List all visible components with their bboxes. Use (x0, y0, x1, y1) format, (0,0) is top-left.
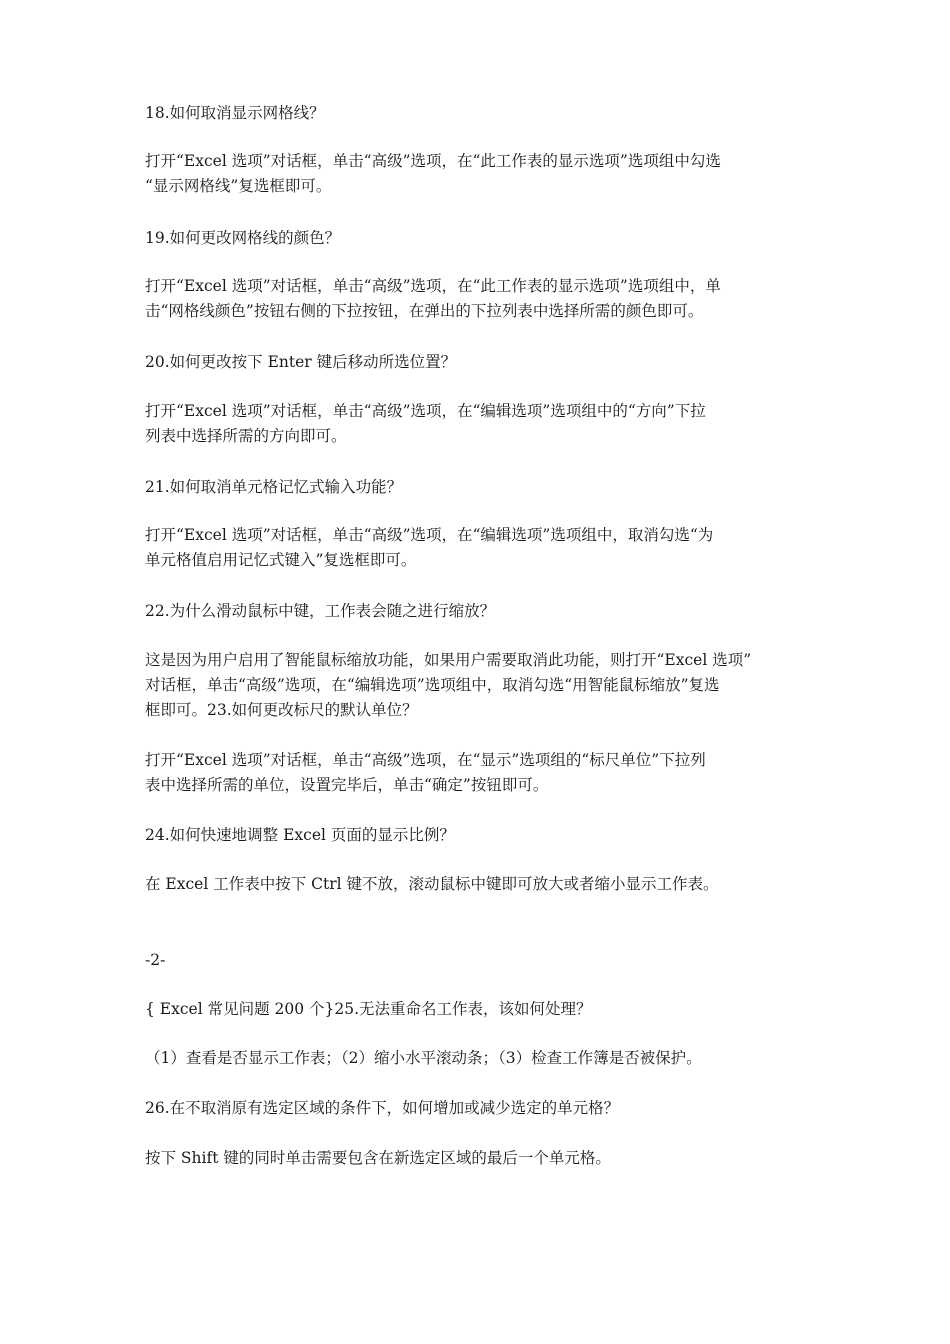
question-25: { Excel 常见问题 200 个}25.无法重命名工作表，该如何处理？ (145, 1000, 592, 1018)
answer-19: 打开“Excel 选项”对话框，单击“高级”选项，在“此工作表的显示选项”选项组中，单 击“网格线颜色”按钮右侧的下拉按钮，在弹出的下拉列表中选择所需的颜色即可。 (145, 277, 721, 320)
answer-18: 打开“Excel 选项”对话框，单击“高级”选项，在“此工作表的显示选项”选项组中勾选 “显示网格线”复选框即可。 (145, 152, 721, 195)
question-21: 21.如何取消单元格记忆式输入功能？ (145, 478, 403, 496)
answer-25: （1）查看是否显示工作表；（2）缩小水平滚动条；（3）检查工作簿是否被保护。 (145, 1049, 702, 1067)
question-18: 18.如何取消显示网格线？ (145, 104, 325, 122)
answer-22: 这是因为用户启用了智能鼠标缩放功能，如果用户需要取消此功能，则打开“Excel 选项” 对话框，单击“高级”选项，在“编辑选项”选项组中，取消勾选“用智能鼠标缩放”复选 框即可。23.如何更改标尺的默认单位？ (145, 651, 752, 719)
answer-23: 打开“Excel 选项”对话框，单击“高级”选项，在“显示”选项组的“标尺单位”下拉列 表中选择所需的单位，设置完毕后，单击“确定”按钮即可。 (145, 751, 706, 794)
question-20: 20.如何更改按下 Enter 键后移动所选位置？ (145, 353, 457, 371)
answer-26: 按下 Shift 键的同时单击需要包含在新选定区域的最后一个单元格。 (145, 1149, 611, 1167)
question-26: 26.在不取消原有选定区域的条件下，如何增加或减少选定的单元格？ (145, 1099, 620, 1117)
answer-21: 打开“Excel 选项”对话框，单击“高级”选项，在“编辑选项”选项组中，取消勾选“为 单元格值启用记忆式键入”复选框即可。 (145, 526, 714, 569)
page-number: -2- (145, 951, 166, 969)
question-22: 22.为什么滑动鼠标中键，工作表会随之进行缩放？ (145, 602, 496, 620)
question-24: 24.如何快速地调整 Excel 页面的显示比例？ (145, 826, 455, 844)
question-19: 19.如何更改网格线的颜色？ (145, 229, 341, 247)
answer-20: 打开“Excel 选项”对话框，单击“高级”选项，在“编辑选项”选项组中的“方向”下拉 列表中选择所需的方向即可。 (145, 402, 706, 445)
answer-24: 在 Excel 工作表中按下 Ctrl 键不放，滚动鼠标中键即可放大或者缩小显示工作表。 (145, 875, 719, 893)
